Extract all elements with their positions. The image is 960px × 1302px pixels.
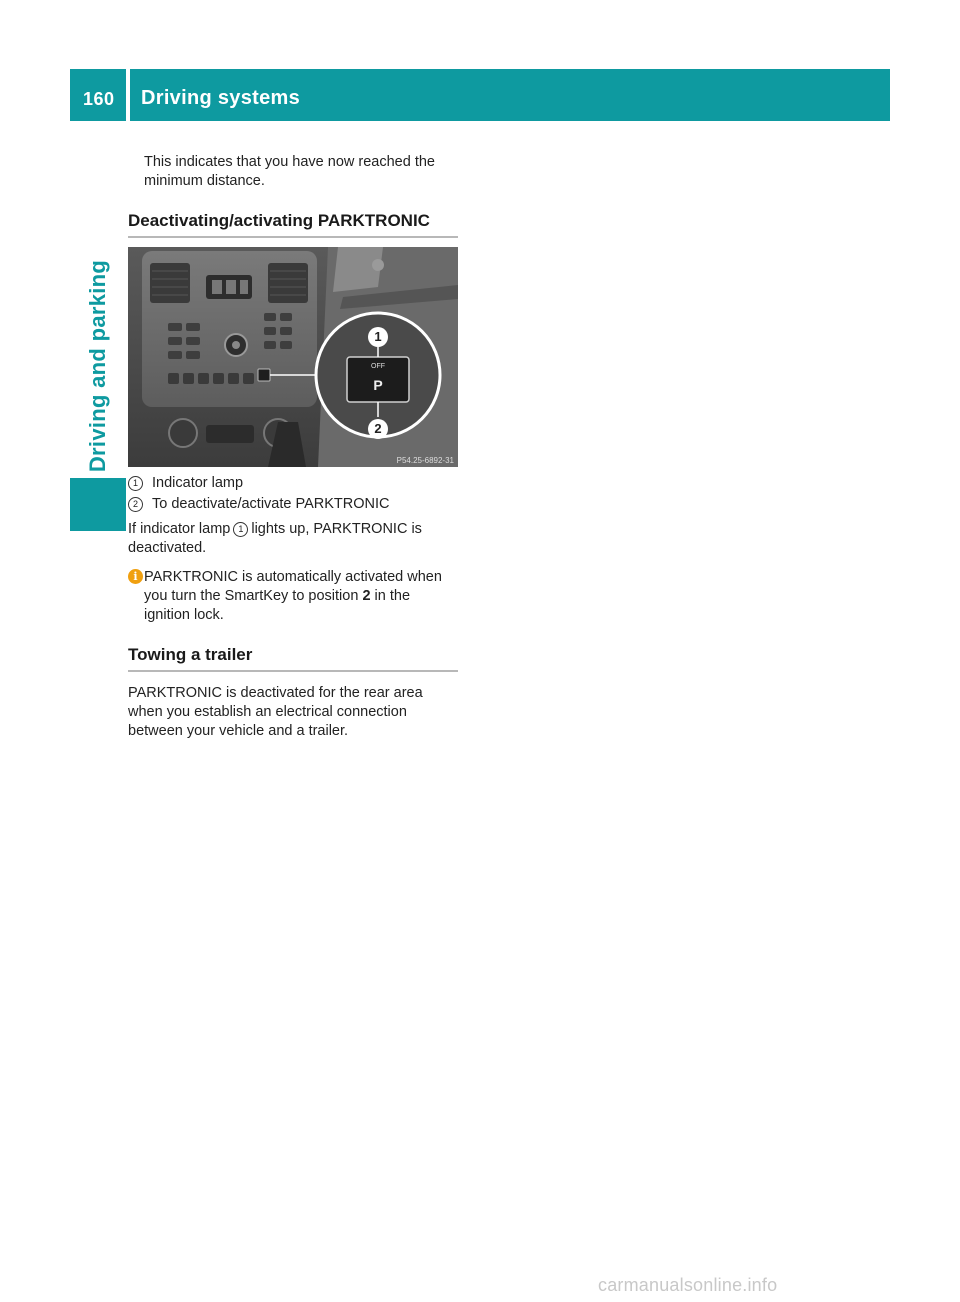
watermark: carmanualsonline.info [598, 1275, 778, 1295]
section-title: Driving systems [141, 87, 301, 109]
callout-2-label: 2 [374, 421, 382, 436]
legend-item-1 [128, 474, 458, 493]
parktronic-figure [128, 247, 458, 467]
info-note [128, 568, 458, 625]
side-tab-label: Driving and parking [85, 259, 110, 473]
legend-text-2: To deactivate/activate PARKTRONIC [152, 496, 390, 512]
indicator-number: 1 [233, 522, 248, 537]
info-text-post: in the ignition lock. [144, 588, 411, 623]
main-content [128, 150, 458, 741]
button-p-label: P [373, 377, 383, 393]
figure-legend [128, 474, 458, 514]
button-off-label: OFF [371, 363, 385, 370]
legend-text-1: Indicator lamp [152, 475, 244, 491]
indicator-text-pre: If indicator lamp [128, 521, 231, 537]
legend-number-2: 2 [128, 497, 143, 512]
page-header [70, 69, 890, 121]
indicator-paragraph [128, 520, 458, 558]
callout-1-label: 1 [374, 329, 382, 344]
page-number: 160 [83, 89, 115, 109]
info-text-pre: PARKTRONIC is automatically activated when you turn the SmartKey to position [144, 569, 442, 604]
legend-item-2 [128, 495, 458, 514]
side-tab-marker [70, 478, 126, 531]
heading-deactivating-parktronic: Deactivating/activating PARKTRONIC [128, 211, 458, 238]
image-code: P54.25-6892-31 [396, 456, 454, 465]
indicator-text-post: lights up, PARKTRONIC is deactivated. [128, 521, 422, 556]
info-icon: i [128, 569, 143, 584]
info-paragraph [144, 568, 458, 625]
header-divider [126, 69, 130, 121]
trailer-paragraph: PARKTRONIC is deactivated for the rear area when you establish an electrical connection between your vehicle and a trailer. [128, 685, 423, 739]
info-position: 2 [362, 588, 371, 604]
intro-paragraph: This indicates that you have now reached the minimum distance. [144, 154, 435, 189]
legend-number-1: 1 [128, 476, 143, 491]
heading-towing-trailer: Towing a trailer [128, 645, 458, 672]
dashboard-illustration [128, 247, 458, 467]
